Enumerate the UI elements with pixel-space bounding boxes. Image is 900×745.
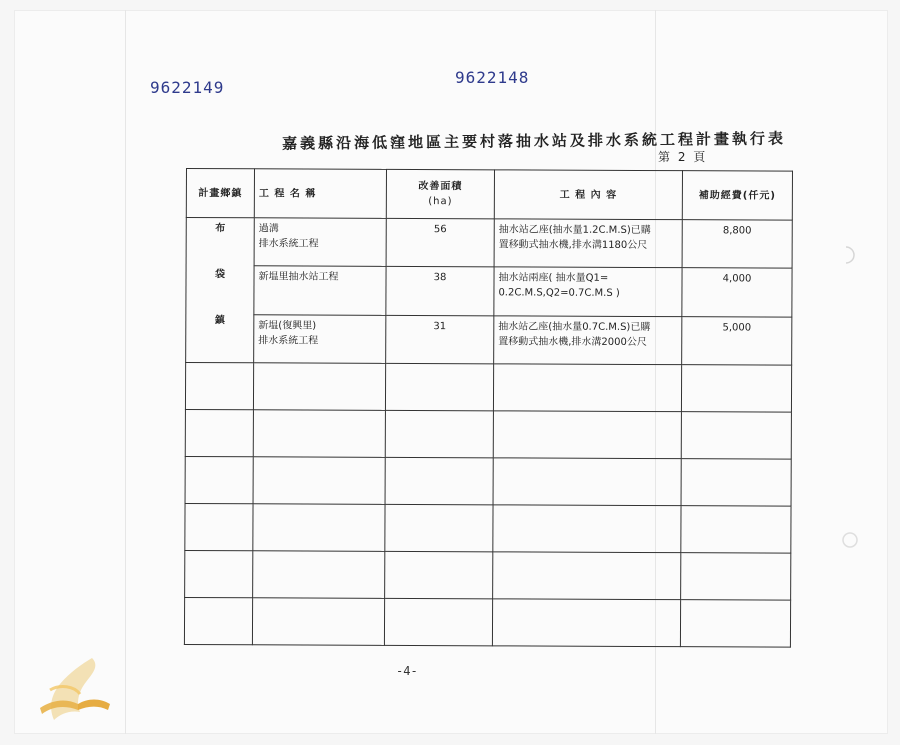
table-header-row — [186, 169, 792, 221]
empty-cell — [385, 551, 493, 598]
empty-cell — [493, 364, 681, 412]
empty-cell — [185, 363, 253, 410]
empty-cell — [493, 552, 681, 600]
empty-cell — [184, 597, 252, 644]
content-line: 抽水站乙座(抽水量1.2C.M.S)已購 — [498, 224, 651, 237]
header-area-unit: (ha) — [428, 196, 453, 208]
content-line: 置移動式抽水機,排水溝2000公尺 — [498, 336, 647, 348]
header-project-name: 工 程 名 稱 — [254, 169, 386, 219]
content-line: 置移動式抽水機,排水溝1180公尺 — [498, 239, 648, 252]
content-line: 0.2C.M.S,Q2=0.7C.M.S ) — [498, 287, 620, 300]
header-district: 計畫鄉鎮 — [186, 169, 254, 218]
project-name-line: 排水系統工程 — [258, 334, 319, 347]
empty-cell — [384, 598, 492, 645]
funding-cell: 4,000 — [682, 268, 792, 317]
project-name-line: 過溝 — [258, 223, 279, 235]
empty-cell — [493, 411, 681, 459]
empty-cell — [385, 457, 493, 504]
district-char: 鎮 — [214, 315, 225, 327]
area-cell: 38 — [386, 267, 494, 316]
document-id-left: 9622149 — [150, 78, 225, 97]
district-char: 布 — [215, 223, 226, 235]
empty-row — [185, 363, 791, 413]
project-name-cell — [254, 266, 386, 315]
punch-hole — [840, 245, 860, 265]
empty-row — [185, 503, 791, 553]
header-area-label: 改善面積 — [418, 181, 463, 193]
empty-cell — [252, 598, 384, 646]
funding-cell: 8,800 — [682, 220, 792, 269]
header-content: 工 程 內 容 — [494, 170, 682, 220]
content-line: 抽水站乙座(抽水量0.7C.M.S)已購 — [498, 321, 651, 333]
page-label: 第 2 頁 — [658, 150, 708, 164]
empty-cell — [680, 600, 790, 647]
empty-row — [185, 550, 791, 600]
page-number-footer: -4- — [396, 664, 418, 678]
page-title: 嘉義縣沿海低窪地區主要村落抽水站及排水系統工程計畫執行表 — [281, 129, 787, 153]
content-cell — [494, 267, 682, 316]
empty-cell — [385, 410, 493, 457]
project-name-line: 新塭(復興里) — [258, 319, 317, 332]
content-line: 抽水站兩座( 抽水量Q1= — [498, 272, 609, 285]
empty-cell — [253, 504, 385, 552]
empty-cell — [185, 550, 253, 597]
content-cell — [494, 316, 682, 365]
empty-cell — [681, 412, 791, 459]
table-row — [186, 266, 792, 317]
empty-cell — [492, 599, 680, 647]
empty-cell — [253, 551, 385, 599]
area-cell: 31 — [386, 315, 494, 364]
content-cell — [494, 219, 682, 268]
fold-line — [125, 10, 126, 734]
funding-cell: 5,000 — [682, 316, 792, 365]
empty-cell — [493, 505, 681, 553]
empty-cell — [185, 503, 253, 550]
empty-cell — [253, 410, 385, 458]
empty-cell — [253, 363, 385, 411]
project-name-cell — [254, 314, 386, 363]
punch-hole — [840, 530, 860, 550]
empty-row — [185, 456, 791, 506]
header-funding: 補助經費(仟元) — [682, 171, 792, 220]
empty-cell — [681, 553, 791, 600]
project-name-line: 排水系統工程 — [258, 238, 319, 250]
empty-cell — [385, 504, 493, 551]
empty-row — [184, 597, 790, 647]
empty-cell — [681, 506, 791, 553]
project-name-line: 新塭里抽水站工程 — [258, 271, 339, 283]
district-cell — [186, 218, 255, 363]
document-id-center: 9622148 — [455, 68, 530, 87]
empty-cell — [681, 459, 791, 506]
empty-cell — [385, 363, 493, 410]
empty-row — [185, 409, 791, 459]
table-row — [186, 314, 792, 365]
empty-cell — [681, 365, 791, 412]
project-name-cell — [254, 218, 386, 267]
empty-cell — [253, 457, 385, 505]
area-cell: 56 — [386, 218, 494, 267]
execution-table — [184, 168, 793, 648]
table-row — [186, 218, 792, 269]
empty-cell — [493, 458, 681, 506]
empty-cell — [185, 409, 253, 456]
header-area — [386, 169, 494, 218]
empty-cell — [185, 456, 253, 503]
archive-watermark-icon — [30, 650, 120, 730]
district-char: 袋 — [215, 269, 226, 281]
